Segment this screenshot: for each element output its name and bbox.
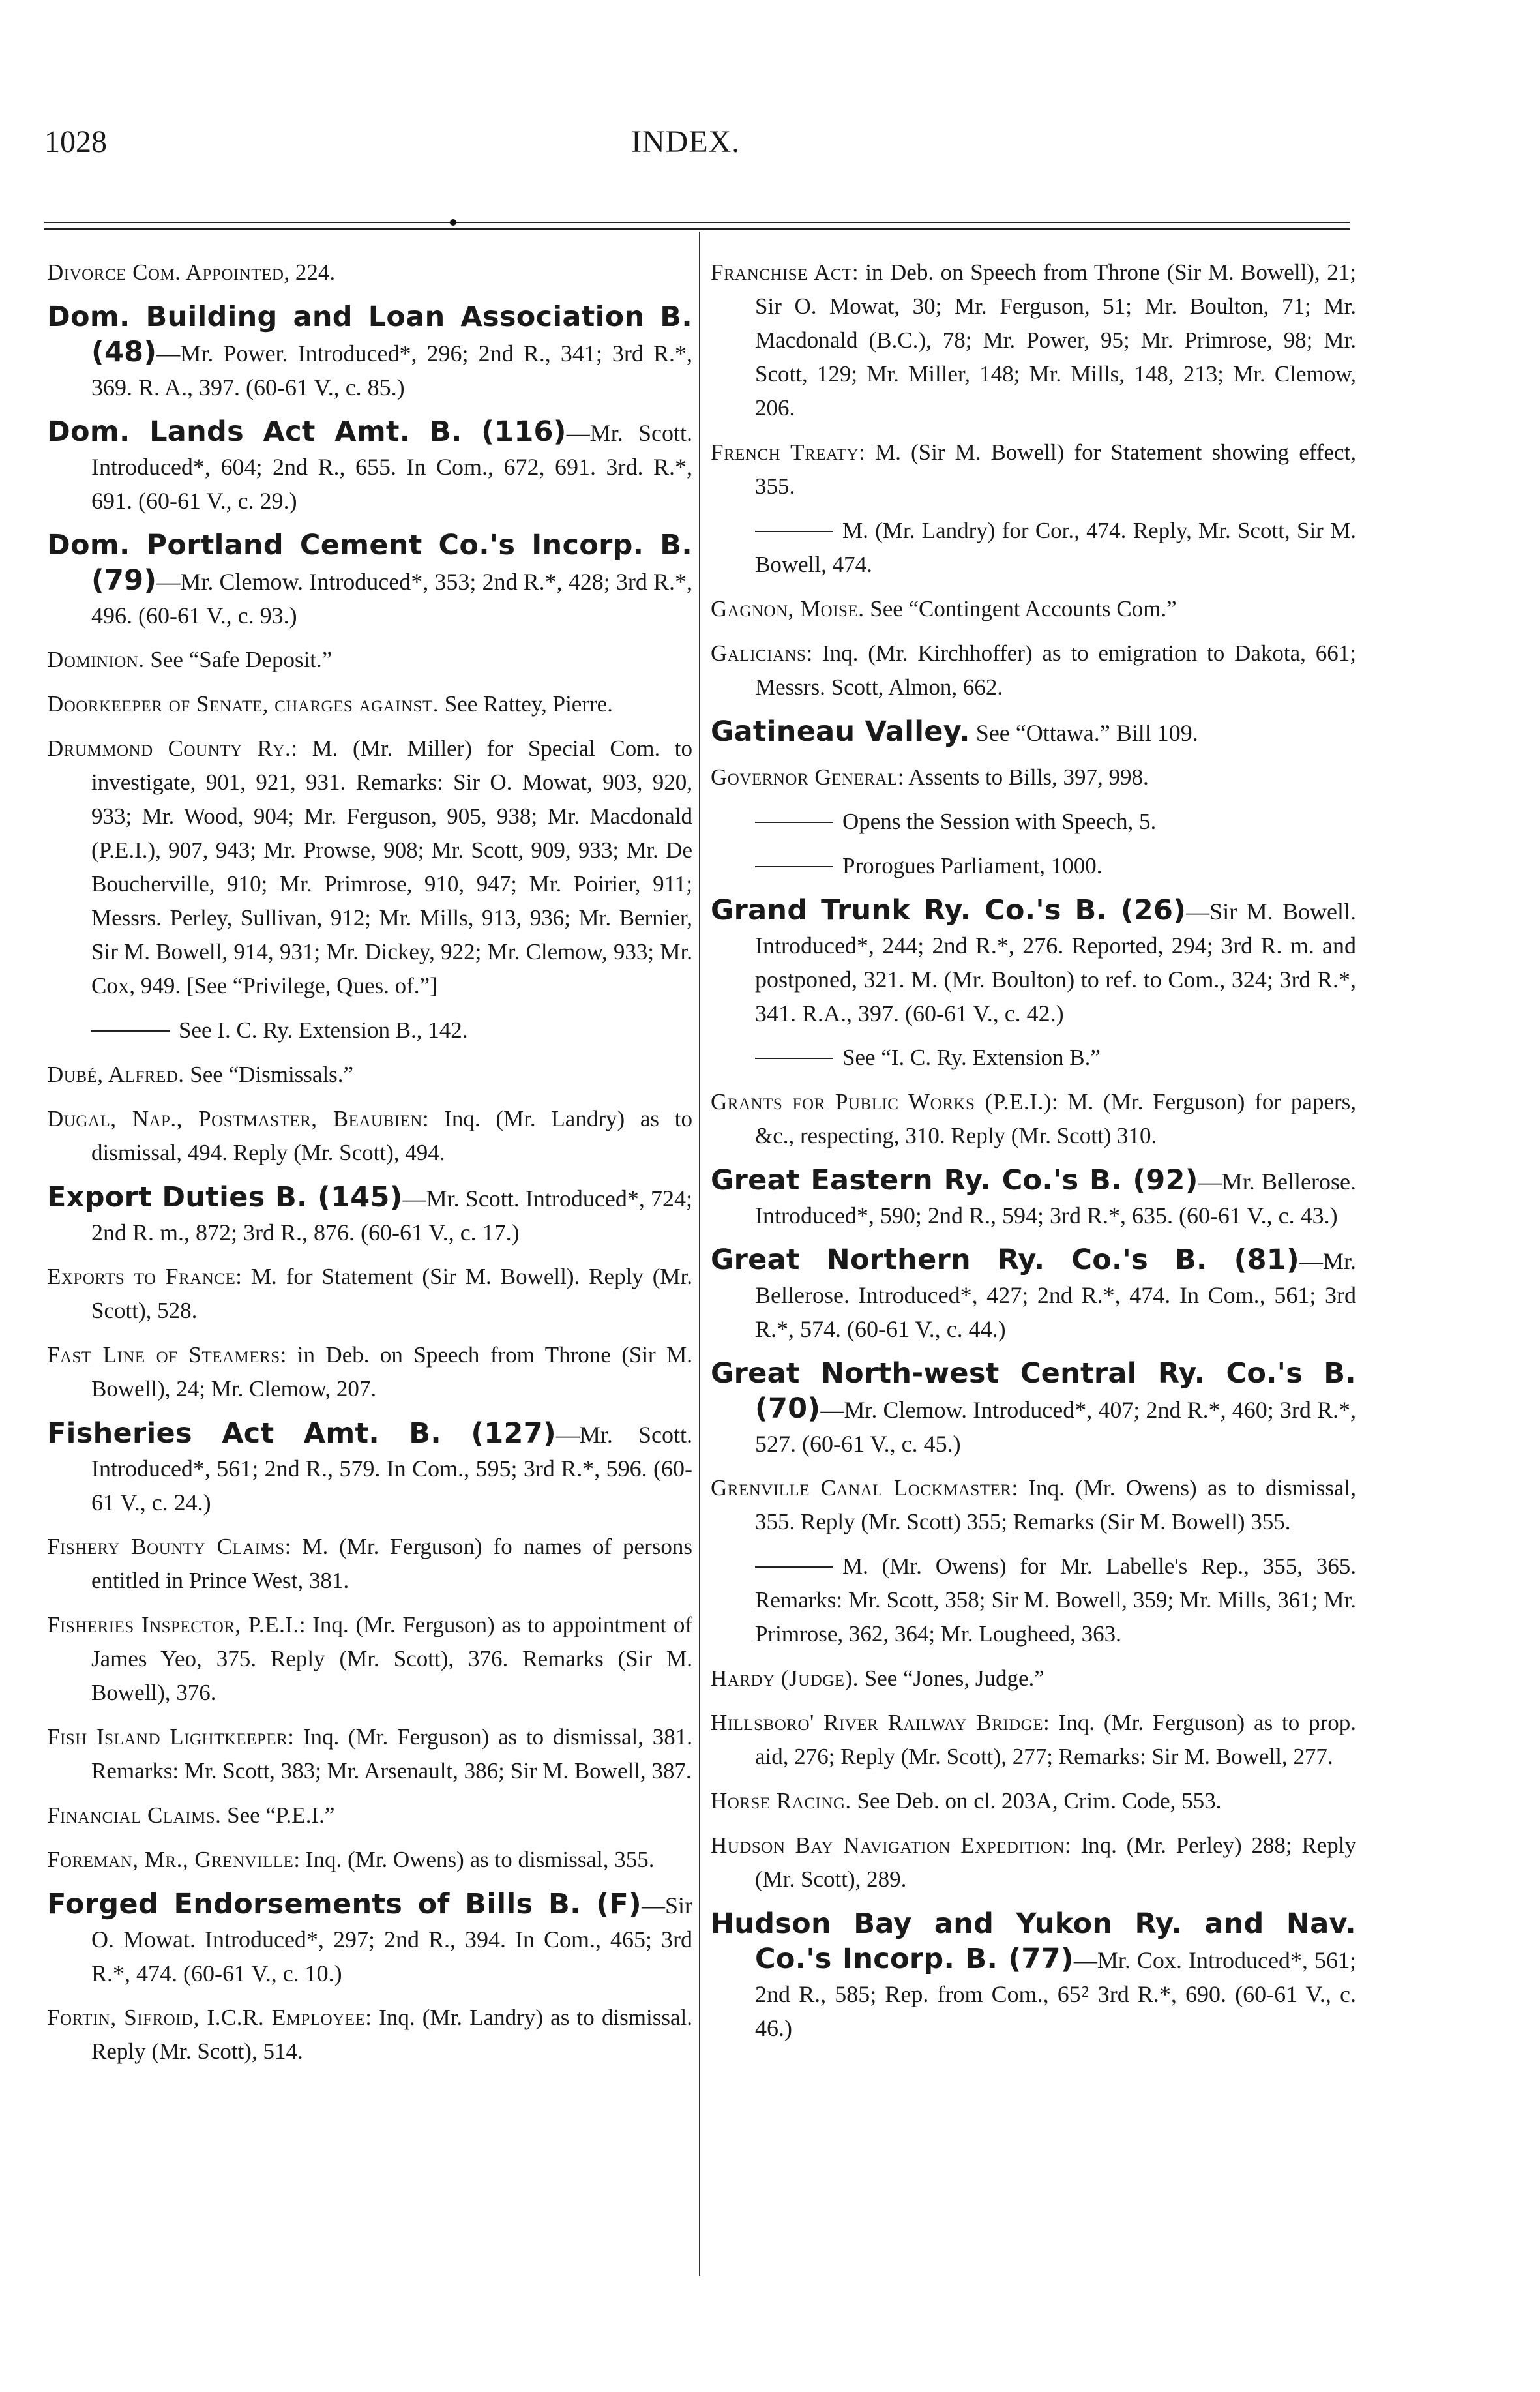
index-entry <box>47 1530 692 1598</box>
subentry-text: Opens the Session with Speech, 5. <box>842 809 1157 834</box>
entry-heading: Fisheries Act Amt. B. (127) <box>47 1417 556 1450</box>
entry-body: —Mr. Power. Introduced*, 296; 2nd R., 341; 3rd R.*, 369. R. A., 397. (60-61 V., c. 85.) <box>91 340 692 400</box>
entry-body: —Sir M. Bowell. Introduced*, 244; 2nd R.*, 276. Reported, 294; 3rd R. m. and postponed, 321. M. (Mr. Boulton) to ref. to Com., 324; 3rd R.*, 341. R.A., 397. (60-61 V., c. 42.) <box>755 899 1356 1026</box>
entry-body: —Mr. Clemow. Introduced*, 407; 2nd R.*, 460; 3rd R.*, 527. (60-61 V., c. 45.) <box>755 1397 1356 1457</box>
entry-heading: Hudson Bay and Yukon Ry. and Nav. Co.'s Incorp. B. (77) <box>711 1907 1356 1975</box>
entry-body: : in Deb. on Speech from Throne (Sir M. Bowell), 21; Sir O. Mowat, 30; Mr. Ferguson, 51; Mr. Boulton, 71; Mr. Macdonald (B.C.), 78; Mr. Power, 95; Mr. Primrose, 98; Mr. Scott, 129; Mr. Miller, 148; Mr. Mills, 148, 213; Mr. Clemow, 206. <box>755 260 1356 421</box>
entry-body: See Rattey, Pierre. <box>438 691 613 717</box>
index-entry <box>711 893 1356 1030</box>
page-header <box>44 124 1348 183</box>
index-subentry <box>711 1041 1356 1075</box>
entry-heading: Horse Racing. <box>711 1788 851 1814</box>
index-entry <box>711 1163 1356 1233</box>
entry-heading: Fortin, Sifroid, I.C.R. Employee <box>47 2005 366 2030</box>
entry-heading: Fast Line of Steamers <box>47 1342 280 1368</box>
index-entry <box>711 1706 1356 1774</box>
index-entry <box>47 1058 692 1092</box>
index-entry <box>47 1416 692 1519</box>
index-entry <box>711 592 1356 626</box>
subentry-text: See “I. C. Ry. Extension B.” <box>842 1045 1101 1070</box>
index-entry <box>47 300 692 404</box>
entry-body: : Inq. (Mr. Owens) as to dismissal, 355. <box>293 1847 655 1872</box>
ditto-dash <box>755 1566 833 1568</box>
index-entry <box>47 1887 692 1990</box>
entry-body: : Assents to Bills, 397, 998. <box>897 764 1149 790</box>
entry-body: : Inq. (Mr. Ferguson) as to prop. aid, 276; Reply (Mr. Scott), 277; Remarks: Sir M. Bowell, 277. <box>755 1710 1356 1769</box>
entry-body: : M. (Mr. Ferguson) for papers, &c., respecting, 310. Reply (Mr. Scott) 310. <box>755 1089 1356 1148</box>
index-entry <box>47 1608 692 1710</box>
entry-heading: Gatineau Valley. <box>711 715 970 748</box>
index-entry <box>47 528 692 633</box>
entry-heading: Hillsboro' River Railway Bridge <box>711 1710 1043 1735</box>
entry-heading: Hudson Bay Navigation Expedition <box>711 1832 1065 1858</box>
entry-body: : Inq. (Mr. Owens) as to dismissal, 355. Reply (Mr. Scott) 355; Remarks (Sir M. Bowell) 355. <box>755 1475 1356 1534</box>
index-entry <box>711 1829 1356 1896</box>
ditto-dash <box>755 822 833 823</box>
entry-body: , 224. <box>284 260 336 285</box>
entry-body: —Mr. Bellerose. Introduced*, 590; 2nd R., 594; 3rd R.*, 635. (60-61 V., c. 43.) <box>755 1169 1356 1229</box>
left-column <box>47 256 692 2079</box>
index-entry <box>711 1356 1356 1461</box>
entry-heading: Fisheries Inspector, P.E.I. <box>47 1612 299 1637</box>
entry-heading: Great Eastern Ry. Co.'s B. (92) <box>711 1164 1198 1197</box>
entry-heading: Dugal, Nap., Postmaster, Beaubien <box>47 1106 422 1131</box>
entry-heading: Dom. Lands Act Amt. B. (116) <box>47 415 567 448</box>
page-title: INDEX. <box>631 125 741 159</box>
entry-body: : M. (Mr. Ferguson) fo names of persons entitled in Prince West, 381. <box>91 1534 692 1593</box>
entry-heading: Gagnon, Moise. <box>711 596 865 621</box>
entry-body: : M. (Mr. Miller) for Special Com. to investigate, 901, 921, 931. Remarks: Sir O. Mowat, 903, 920, 933; Mr. Wood, 904; Mr. Ferguson, 905, 938; Mr. Macdonald (P.E.I.), 907, 943; Mr. Prowse, 908; Mr. Scott, 909, 933; Mr. De Boucherville, 910; Mr. Primrose, 910, 947; Mr. Poirier, 911; Messrs. Perley, Sullivan, 912; Mr. Mills, 913, 936; Mr. Bernier, Sir M. Bowell, 914, 931; Mr. Dickey, 922; Mr. Clemow, 933; Mr. Cox, 949. [See “Privilege, Ques. of.”] <box>91 736 693 998</box>
entry-heading: Grenville Canal Lockmaster <box>711 1475 1012 1501</box>
entry-body: See “P.E.I.” <box>221 1802 335 1828</box>
entry-body: : M. (Sir M. Bowell) for Statement showing effect, 355. <box>755 440 1356 499</box>
entry-heading: Great North-west Central Ry. Co.'s B. (70) <box>711 1357 1356 1425</box>
entry-heading: Doorkeeper of Senate, charges against. <box>47 691 439 717</box>
entry-heading: Fishery Bounty Claims <box>47 1534 285 1559</box>
right-column <box>711 256 1356 2056</box>
entry-heading: Great Northern Ry. Co.'s B. (81) <box>711 1244 1299 1276</box>
entry-body: : M. for Statement (Sir M. Bowell). Reply (Mr. Scott), 528. <box>91 1264 693 1323</box>
entry-body: —Mr. Scott. Introduced*, 561; 2nd R., 579. In Com., 595; 3rd R.*, 596. (60-61 V., c. 24.) <box>91 1422 693 1516</box>
subentry-text: See I. C. Ry. Extension B., 142. <box>179 1017 468 1043</box>
entry-heading: Governor General <box>711 764 898 790</box>
entry-heading: Dubé, Alfred. <box>47 1062 185 1087</box>
entry-heading: Divorce Com. Appointed <box>47 260 284 285</box>
entry-heading: Drummond County Ry. <box>47 736 291 761</box>
index-entry <box>47 643 692 677</box>
page-number: 1028 <box>44 125 107 159</box>
index-subentry <box>711 805 1356 839</box>
entry-heading: Franchise Act <box>711 260 852 285</box>
entry-body: —Mr. Scott. Introduced*, 724; 2nd R. m., 872; 3rd R., 876. (60-61 V., c. 17.) <box>91 1186 693 1246</box>
entry-heading: French Treaty <box>711 440 859 465</box>
ditto-dash <box>91 1030 170 1032</box>
ditto-dash <box>755 531 833 532</box>
entry-body: See Deb. on cl. 203A, Crim. Code, 553. <box>851 1788 1222 1814</box>
header-rule-top <box>44 222 1350 223</box>
entry-heading: Dominion. <box>47 647 145 672</box>
index-entry <box>711 436 1356 503</box>
index-entry <box>711 1907 1356 2045</box>
index-subentry <box>711 1549 1356 1651</box>
entry-heading: Galicians <box>711 640 807 666</box>
index-entry <box>47 1799 692 1832</box>
column-divider <box>699 232 700 2276</box>
index-entry <box>47 256 692 290</box>
entry-heading: Financial Claims. <box>47 1802 222 1828</box>
index-entry <box>47 415 692 518</box>
entry-heading: Grants for Public Works (P.E.I.) <box>711 1089 1052 1114</box>
index-entry <box>47 1102 692 1170</box>
entry-body: : Inq. (Mr. Landry) as to dismissal, 494. Reply (Mr. Scott), 494. <box>91 1106 692 1165</box>
entry-heading: Fish Island Lightkeeper <box>47 1724 288 1750</box>
index-entry <box>711 1085 1356 1153</box>
entry-body: See “Contingent Accounts Com.” <box>864 596 1177 621</box>
entry-heading: Grand Trunk Ry. Co.'s B. (26) <box>711 894 1187 927</box>
entry-body: : in Deb. on Speech from Throne (Sir M. Bowell), 24; Mr. Clemow, 207. <box>91 1342 692 1401</box>
entry-body: —Mr. Bellerose. Introduced*, 427; 2nd R.*, 474. In Com., 561; 3rd R.*, 574. (60-61 V., c. 44.) <box>755 1248 1356 1342</box>
index-subentry <box>711 514 1356 582</box>
entry-body: : Inq. (Mr. Ferguson) as to dismissal, 381. Remarks: Mr. Scott, 383; Mr. Arsenault, 386; Sir M. Bowell, 387. <box>91 1724 692 1784</box>
entry-body: —Mr. Cox. Introduced*, 561; 2nd R., 585; Rep. from Com., 65⁲ 3rd R.*, 690. (60-61 V., c. 46.) <box>755 1947 1356 2041</box>
entry-heading: Dom. Portland Cement Co.'s Incorp. B. (79) <box>47 529 692 597</box>
index-entry <box>711 1471 1356 1539</box>
entry-body: See “Dismissals.” <box>184 1062 354 1087</box>
index-entry <box>47 1843 692 1877</box>
index-entry <box>47 1260 692 1328</box>
entry-heading: Foreman, Mr., Grenville <box>47 1847 294 1872</box>
entry-body: —Mr. Clemow. Introduced*, 353; 2nd R.*, 428; 3rd R.*, 496. (60-61 V., c. 93.) <box>91 569 692 629</box>
entry-heading: Forged Endorsements of Bills B. (F) <box>47 1888 642 1921</box>
entry-body: : Inq. (Mr. Kirchhoffer) as to emigration to Dakota, 661; Messrs. Scott, Almon, 662. <box>755 640 1356 700</box>
rule-ornament <box>450 219 456 226</box>
entry-body: —Mr. Scott. Introduced*, 604; 2nd R., 655. In Com., 672, 691. 3rd. R.*, 691. (60-61 V., c. 29.) <box>91 420 692 514</box>
entry-body: See “Jones, Judge.” <box>858 1666 1044 1691</box>
index-entry <box>711 636 1356 704</box>
header-rule-bottom <box>44 228 1350 230</box>
index-entry <box>47 732 692 1003</box>
index-subentry <box>47 1013 692 1047</box>
index-entry <box>711 1662 1356 1696</box>
index-entry <box>47 1180 692 1249</box>
ditto-dash <box>755 866 833 867</box>
index-subentry <box>711 849 1356 883</box>
index-entry <box>711 1243 1356 1346</box>
ditto-dash <box>755 1058 833 1059</box>
index-entry <box>47 2001 692 2069</box>
entry-body: —Sir O. Mowat. Introduced*, 297; 2nd R., 394. In Com., 465; 3rd R.*, 474. (60-61 V., c. 10.) <box>91 1892 692 1986</box>
entry-heading: Export Duties B. (145) <box>47 1181 403 1214</box>
entry-body: See “Ottawa.” Bill 109. <box>970 720 1198 746</box>
index-entry <box>711 715 1356 750</box>
entry-body: : Inq. (Mr. Perley) 288; Reply (Mr. Scott), 289. <box>755 1832 1357 1892</box>
index-entry <box>47 687 692 721</box>
index-entry <box>711 760 1356 794</box>
entry-heading: Exports to France <box>47 1264 236 1289</box>
index-entry <box>47 1720 692 1788</box>
subentry-text: Prorogues Parliament, 1000. <box>842 853 1103 878</box>
entry-heading: Dom. Building and Loan Association B. (48) <box>47 301 692 368</box>
index-entry <box>711 256 1356 425</box>
entry-body: See “Safe Deposit.” <box>144 647 333 672</box>
index-entry <box>47 1338 692 1406</box>
index-entry <box>711 1784 1356 1818</box>
entry-body: : Inq. (Mr. Landry) as to dismissal. Reply (Mr. Scott), 514. <box>91 2005 692 2064</box>
subentry-text: M. (Mr. Landry) for Cor., 474. Reply, Mr. Scott, Sir M. Bowell, 474. <box>755 518 1356 577</box>
entry-heading: Hardy (Judge). <box>711 1666 859 1691</box>
entry-body: : Inq. (Mr. Ferguson) as to appointment of James Yeo, 375. Reply (Mr. Scott), 376. Remarks (Sir M. Bowell), 376. <box>91 1612 693 1705</box>
subentry-text: M. (Mr. Owens) for Mr. Labelle's Rep., 355, 365. Remarks: Mr. Scott, 358; Sir M. Bowell, 359; Mr. Mills, 361; Mr. Primrose, 362, 364; Mr. Lougheed, 363. <box>755 1553 1356 1647</box>
